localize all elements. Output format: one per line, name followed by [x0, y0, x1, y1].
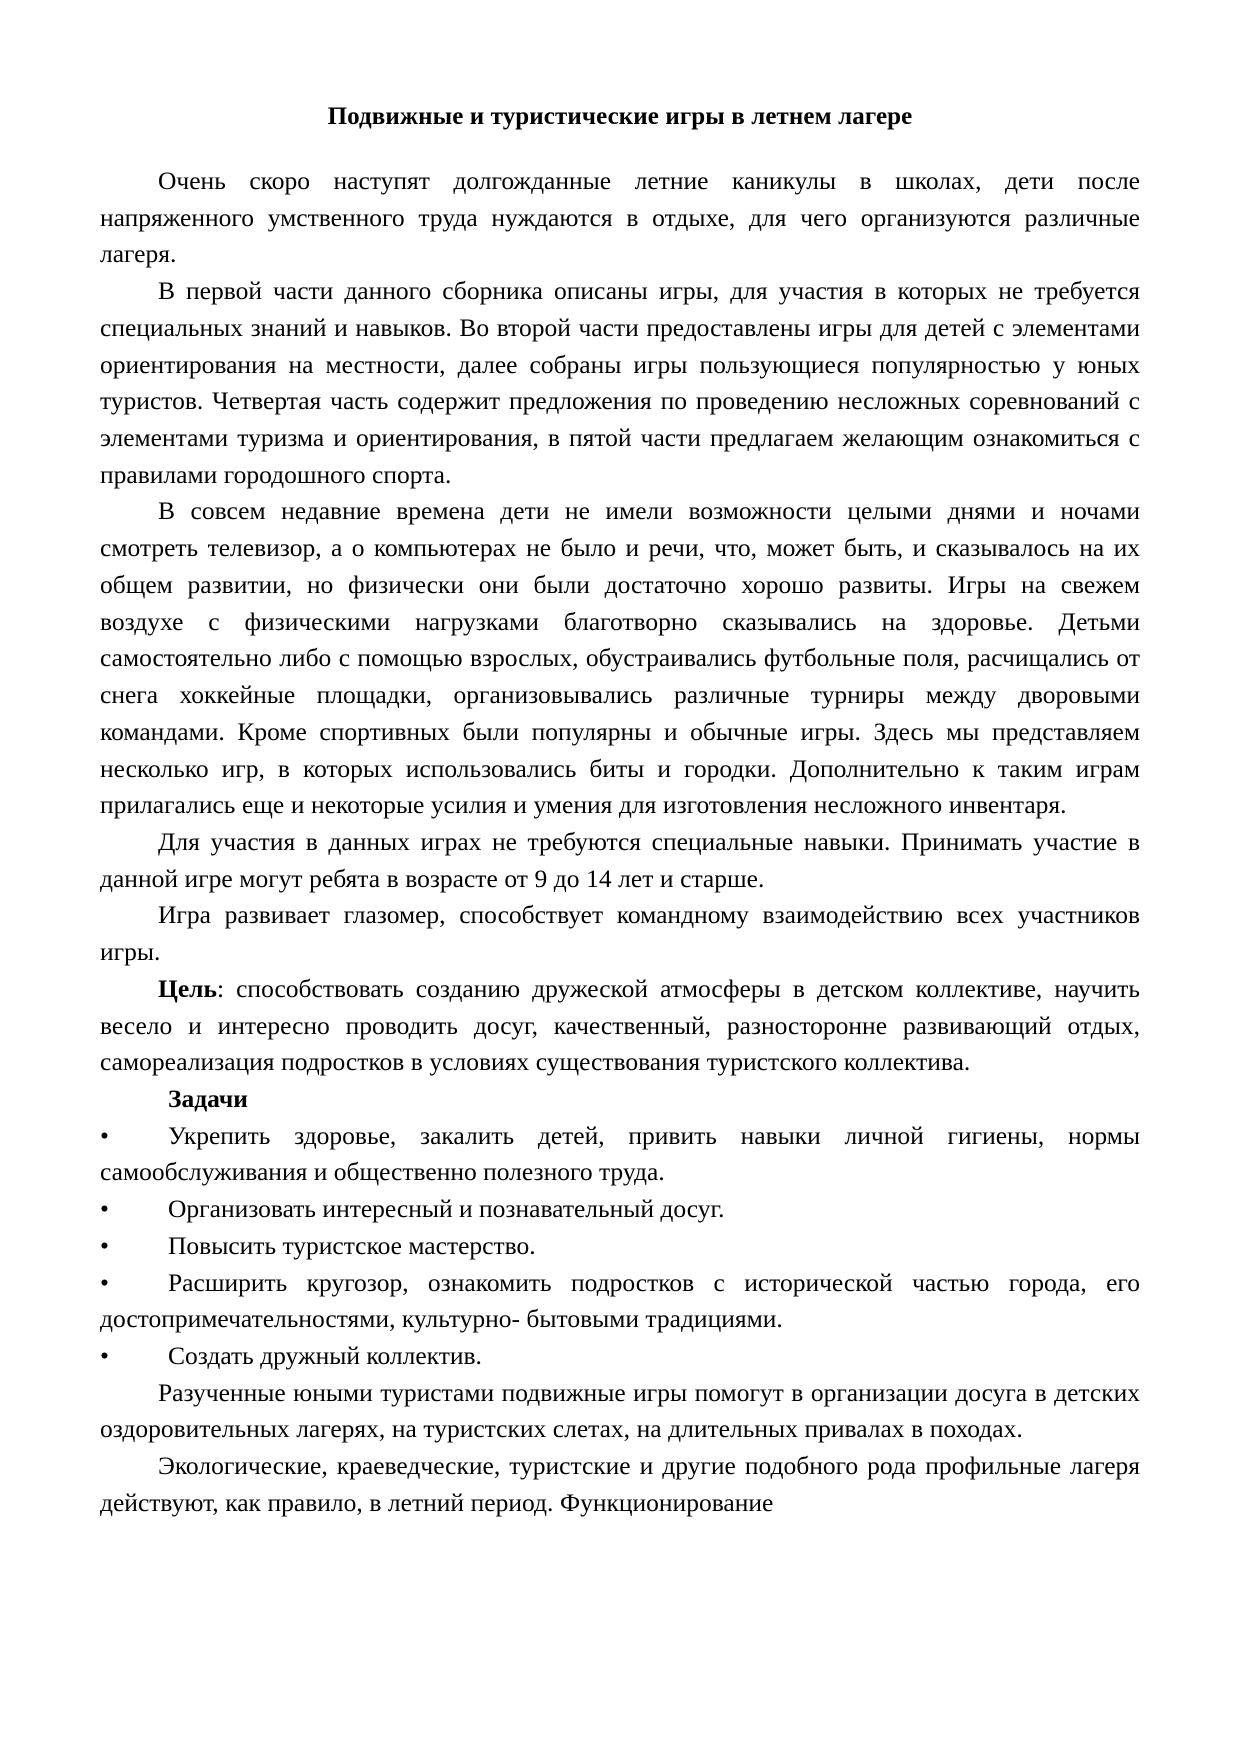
list-item-text: Создать дружный коллектив.: [168, 1341, 482, 1370]
paragraph-camp-types: Экологические, краеведческие, туристские и другие подобного рода профильные лагеря действуют, как правило, в летний период. Функционирование: [100, 1451, 1140, 1517]
paragraph-goal: [100, 971, 1140, 1081]
bullet-icon: •: [100, 1341, 109, 1370]
paragraph-parts-overview: В первой части данного сборника описаны игры, для участия в которых не требуется специальных знаний и навыков. Во второй части предоставлены игры для детей с элементами ориентирования на местности, далее собраны игры пользующиеся популярностью у юных туристов. Четвертая часть содержит предложения по проведению несложных соревнований с элементами туризма и ориентирования, в пятой части предлагаем желающим ознакомиться с правилами городошного спорта.: [100, 276, 1140, 489]
goal-label: Цель: [158, 973, 217, 1003]
list-item: [100, 1265, 1140, 1338]
document-body: [100, 100, 1140, 1522]
list-item: [100, 1228, 1140, 1265]
bullet-icon: •: [100, 1267, 109, 1297]
paragraph-participation: Для участия в данных играх не требуются специальные навыки. Принимать участие в данной игре могут ребята в возрасте от 9 до 14 лет и старше.: [100, 826, 1140, 893]
list-item-text: Укрепить здоровье, закалить детей, привить навыки личной гигиены, нормы самообслуживания и общественно полезного труда.: [100, 1120, 1140, 1187]
paragraph-history: В совсем недавние времена дети не имели возможности целыми днями и ночами смотреть телевизор, а о компьютерах не было и речи, что, может быть, и сказывалось на их общем развитии, но физически они были достаточно хорошо развиты. Игры на свежем воздухе с физическими нагрузками благотворно сказывались на здоровье. Детьми самостоятельно либо с помощью взрослых, обустраивались футбольные поля, расчищались от снега хоккейные площадки, организовывались различные турниры между дворовыми командами. Кроме спортивных были популярны и обычные игры. Здесь мы представляем несколько игр, в которых использовались биты и городки. Дополнительно к таким играм прилагались еще и некоторые усилия и умения для изготовления несложного инвентаря.: [100, 496, 1140, 820]
bullet-icon: •: [100, 1230, 109, 1260]
tasks-heading: Задачи: [168, 1083, 248, 1113]
goal-text: способствовать созданию дружеской атмосферы в детском коллективе, научить весело и интересно проводить досуг, качественный, разносторонне развивающий отдых, самореализация подростков в условиях существования туристского коллектива.: [100, 973, 1140, 1077]
paragraph-intro: Очень скоро наступят долгожданные летние каникулы в школах, дети после напряженного умственного труда нуждаются в отдыхе, для чего организуются различные лагеря.: [100, 166, 1140, 269]
list-item-text: Расширить кругозор, ознакомить подростков с исторической частью города, его достопримечательностями, культурно- бытовыми традициями.: [100, 1267, 1140, 1334]
bullet-icon: •: [100, 1120, 109, 1150]
list-item: [100, 1191, 1140, 1228]
paragraph-development: Игра развивает глазомер, способствует командному взаимодействию всех участников игры.: [100, 900, 1140, 967]
list-item: [100, 1118, 1140, 1191]
page-title: Подвижные и туристические игры в летнем лагере: [327, 103, 913, 130]
paragraph-usage: Разученные юными туристами подвижные игры помогут в организации досуга в детских оздоровительных лагерях, на туристских слетах, на длительных привалах в походах.: [100, 1377, 1140, 1444]
list-item-text: Повысить туристское мастерство.: [168, 1230, 536, 1260]
list-item-text: Организовать интересный и познавательный досуг.: [168, 1194, 725, 1224]
tasks-list: [100, 1118, 1140, 1375]
bullet-icon: •: [100, 1194, 109, 1224]
list-item: [100, 1338, 1140, 1375]
goal-separator: :: [216, 973, 237, 1003]
